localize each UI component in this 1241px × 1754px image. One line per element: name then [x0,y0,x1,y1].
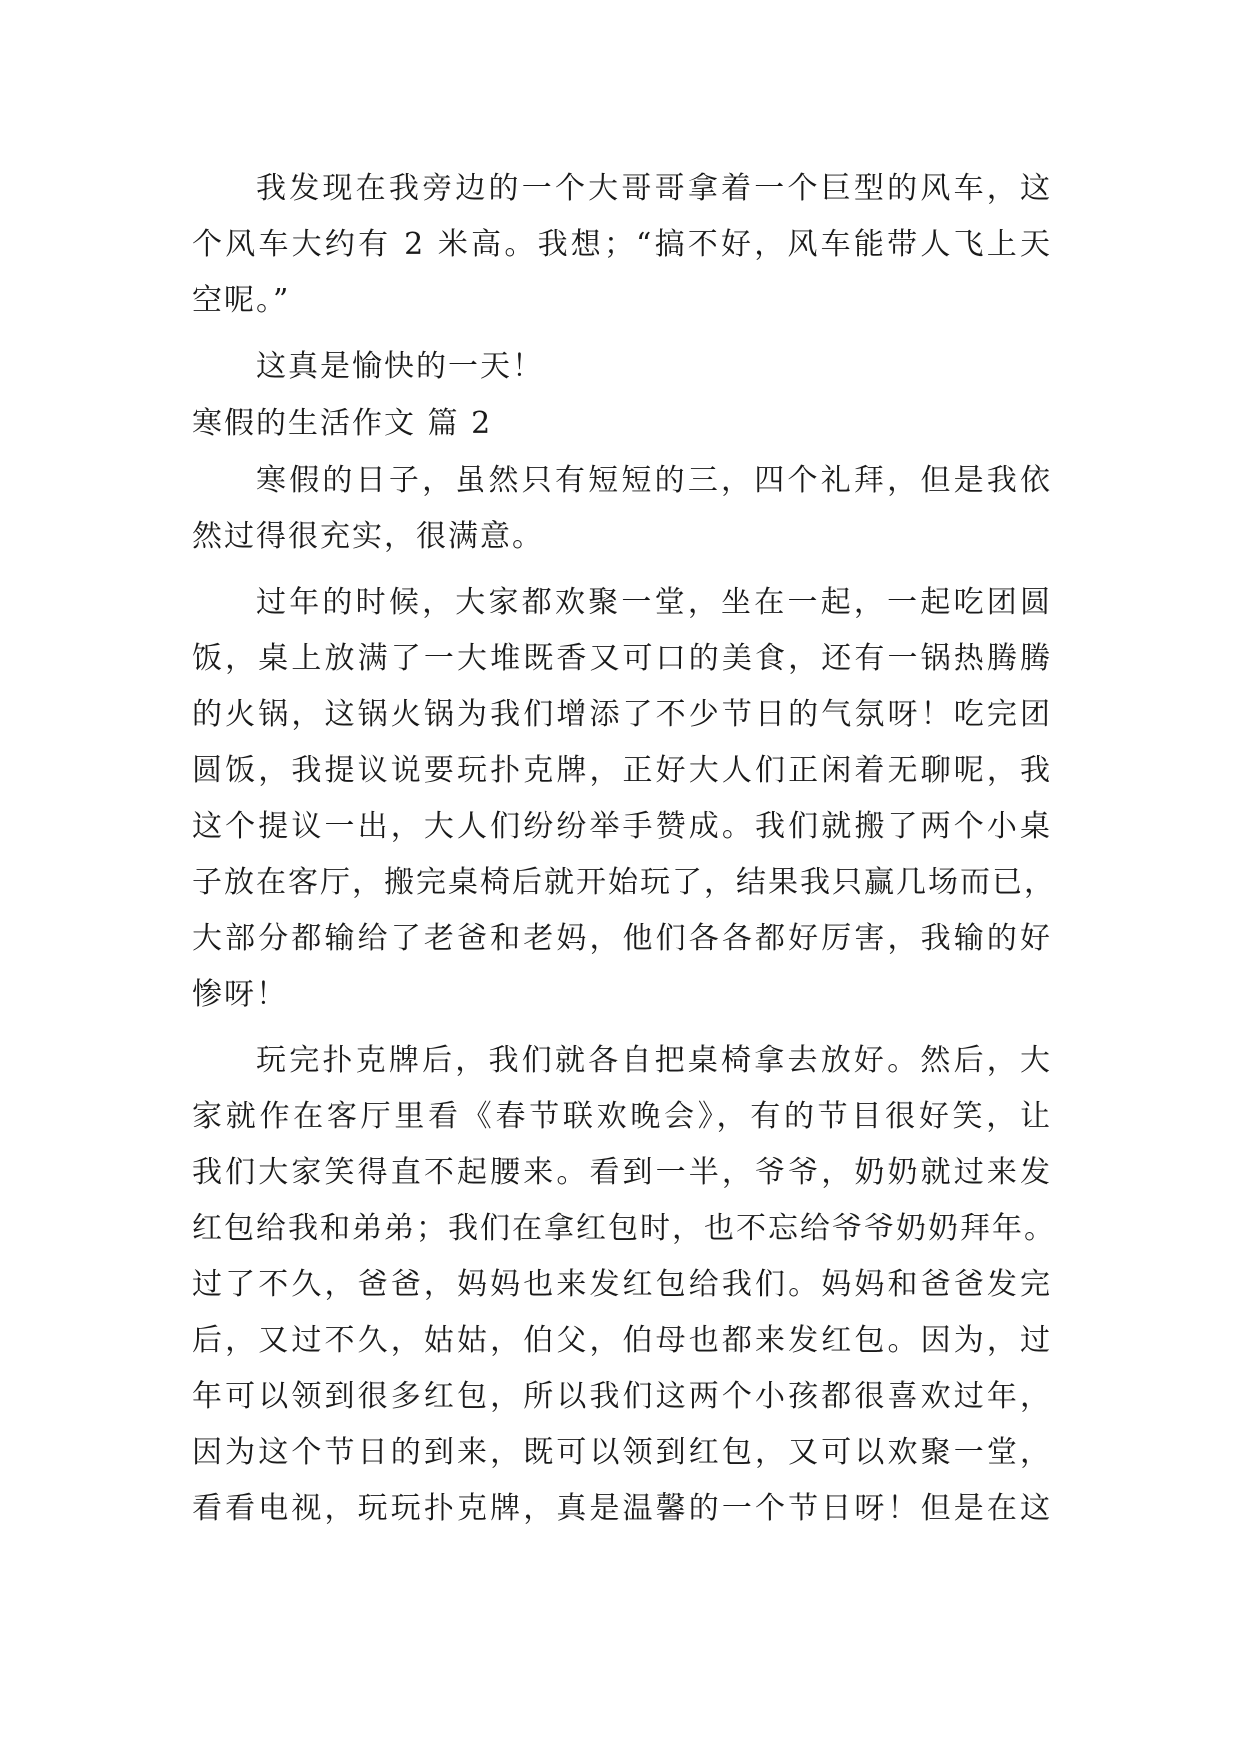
paragraph-line: 玩完扑克牌后，我们就各自把桌椅拿去放好。然后，大 [256,1043,1052,1078]
paragraph-line: 家就作在客厅里看《春节联欢晚会》，有的节目很好笑，让 [192,1099,1052,1134]
paragraph-line: 寒假的日子，虽然只有短短的三，四个礼拜，但是我依 [256,463,1052,498]
paragraph-line: 这个提议一出，大人们纷纷举手赞成。我们就搬了两个小桌 [192,809,1052,844]
paragraph-line: 过年的时候，大家都欢聚一堂，坐在一起，一起吃团圆 [256,585,1052,620]
paragraph-line: 的火锅，这锅火锅为我们增添了不少节日的气氛呀！吃完团 [192,697,1052,732]
paragraph-line: 我发现在我旁边的一个大哥哥拿着一个巨型的风车，这 [256,171,1052,206]
paragraph-line: 我们大家笑得直不起腰来。看到一半，爷爷，奶奶就过来发 [192,1155,1052,1190]
paragraph-line: 惨呀！ [192,977,288,1012]
paragraph-line: 后，又过不久，姑姑，伯父，伯母也都来发红包。因为，过 [192,1323,1052,1358]
paragraph-line: 这真是愉快的一天！ [256,349,544,384]
paragraph-line: 圆饭，我提议说要玩扑克牌，正好大人们正闲着无聊呢，我 [192,753,1052,788]
paragraph-line: 因为这个节日的到来，既可以领到红包，又可以欢聚一堂， [192,1435,1052,1470]
paragraph-line: 饭，桌上放满了一大堆既香又可口的美食，还有一锅热腾腾 [192,641,1052,676]
section-heading: 寒假的生活作文 篇 2 [192,406,493,441]
paragraph-line: 然过得很充实，很满意。 [192,519,544,554]
paragraph-line: 看看电视，玩玩扑克牌，真是温馨的一个节日呀！但是在这 [192,1491,1052,1526]
paragraph-line: 过了不久，爸爸，妈妈也来发红包给我们。妈妈和爸爸发完 [192,1267,1052,1302]
paragraph-line: 红包给我和弟弟；我们在拿红包时，也不忘给爷爷奶奶拜年。 [192,1211,1056,1246]
paragraph-line: 空呢。” [192,283,291,318]
paragraph-line: 个风车大约有 2 米高。我想；“搞不好，风车能带人飞上天 [192,227,1052,262]
paragraph-line: 子放在客厅，搬完桌椅后就开始玩了，结果我只赢几场而已， [192,865,1056,900]
paragraph-line: 年可以领到很多红包，所以我们这两个小孩都很喜欢过年， [192,1379,1052,1414]
paragraph-line: 大部分都输给了老爸和老妈，他们各各都好厉害，我输的好 [192,921,1052,956]
